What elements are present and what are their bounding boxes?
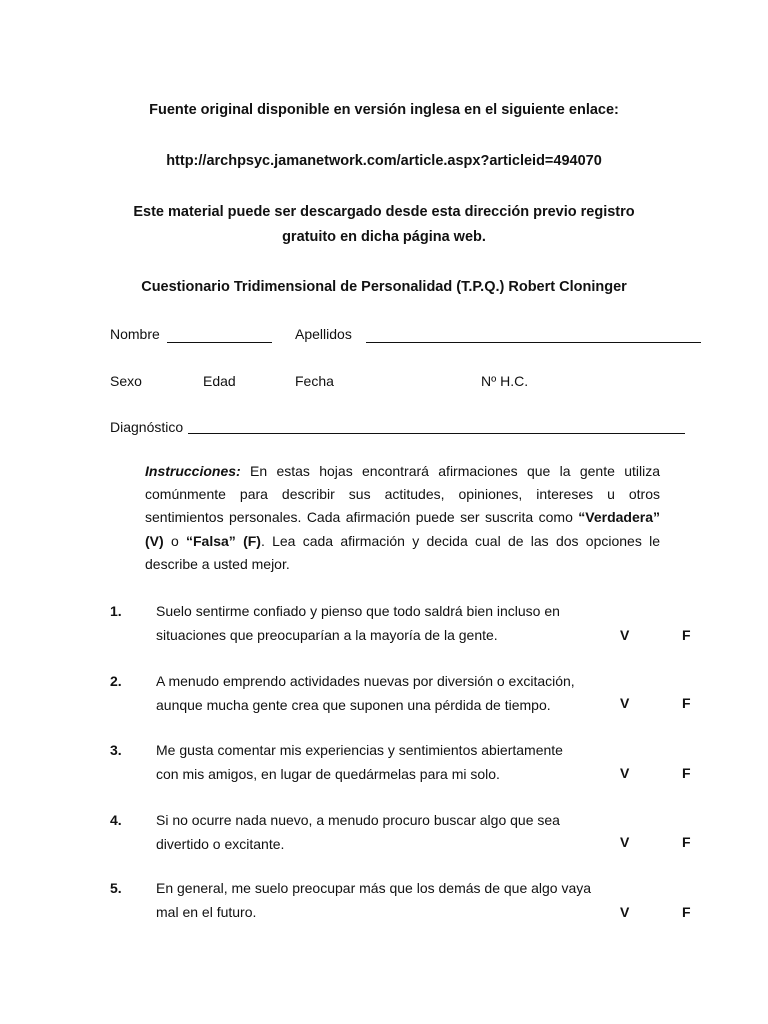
- instructions-text-3: . Lea cada afirmación y decida cual de las dos opciones le describe a usted mejor.: [145, 532, 660, 572]
- question-number: 2.: [110, 673, 122, 689]
- answer-true-option[interactable]: V: [620, 695, 630, 711]
- question-number: 4.: [110, 812, 122, 828]
- falsa-term: “Falsa” (F): [186, 532, 261, 549]
- instructions-paragraph: [145, 460, 660, 576]
- download-note-line1: Este material puede ser descargado desde esta dirección previo registro: [133, 204, 635, 220]
- sexo-label: Sexo: [110, 373, 142, 389]
- nombre-label: Nombre: [110, 326, 160, 342]
- diagnostico-label: Diagnóstico: [110, 419, 184, 435]
- answer-false-option[interactable]: F: [682, 695, 691, 711]
- source-note: Fuente original disponible en versión inglesa en el siguiente enlace:: [149, 102, 619, 118]
- questionnaire-title: Cuestionario Tridimensional de Personalidad (T.P.Q.) Robert Cloninger: [141, 279, 627, 295]
- edad-label: Edad: [203, 373, 236, 389]
- question-text-line2: aunque mucha gente crea que suponen una pérdida de tiempo.: [156, 697, 551, 713]
- question-text: [156, 808, 606, 856]
- fecha-label: Fecha: [295, 373, 334, 389]
- download-note-line2: gratuito en dicha página web.: [282, 229, 486, 245]
- apellidos-field[interactable]: [366, 342, 701, 343]
- question-number: 3.: [110, 742, 122, 758]
- apellidos-label: Apellidos: [295, 326, 352, 342]
- question-text-line1: Si no ocurre nada nuevo, a menudo procuro buscar algo que sea: [156, 812, 560, 828]
- answer-false-option[interactable]: F: [682, 834, 691, 850]
- question-text-line1: Suelo sentirme confiado y pienso que todo saldrá bien incluso en: [156, 603, 560, 619]
- instructions-text-1: En estas hojas encontrará afirmaciones que la gente utiliza comúnmente para describir sus actitudes, opiniones, intereses u otros sentimientos personales. Cada afirmación puede ser suscrita como: [145, 463, 660, 526]
- answer-false-option[interactable]: F: [682, 765, 691, 781]
- hc-label: Nº H.C.: [481, 373, 529, 389]
- instructions-heading: Instrucciones:: [145, 463, 241, 479]
- question-text: [156, 876, 606, 924]
- diagnostico-field[interactable]: [188, 433, 685, 434]
- verdadera-term: “Verdadera” (V): [145, 509, 660, 549]
- answer-false-option[interactable]: F: [682, 627, 691, 643]
- nombre-field[interactable]: [167, 342, 272, 343]
- instructions-text-2: o: [163, 532, 186, 549]
- answer-true-option[interactable]: V: [620, 834, 630, 850]
- question-text-line2: con mis amigos, en lugar de quedármelas para mi solo.: [156, 766, 500, 782]
- answer-true-option[interactable]: V: [620, 765, 630, 781]
- question-text-line1: A menudo emprendo actividades nuevas por diversión o excitación,: [156, 673, 575, 689]
- question-text-line2: mal en el futuro.: [156, 904, 257, 920]
- answer-true-option[interactable]: V: [620, 904, 630, 920]
- question-text-line2: divertido o excitante.: [156, 836, 285, 852]
- answer-true-option[interactable]: V: [620, 627, 630, 643]
- source-url[interactable]: http://archpsyc.jamanetwork.com/article.aspx?articleid=494070: [166, 153, 602, 169]
- question-text: [156, 738, 606, 786]
- question-text: [156, 599, 606, 647]
- question-number: 1.: [110, 603, 122, 619]
- question-text-line1: Me gusta comentar mis experiencias y sentimientos abiertamente: [156, 742, 563, 758]
- question-text-line1: En general, me suelo preocupar más que los demás de que algo vaya: [156, 880, 592, 896]
- answer-false-option[interactable]: F: [682, 904, 691, 920]
- question-number: 5.: [110, 880, 122, 896]
- question-text-line2: situaciones que preocuparían a la mayoría de la gente.: [156, 627, 498, 643]
- question-text: [156, 669, 606, 717]
